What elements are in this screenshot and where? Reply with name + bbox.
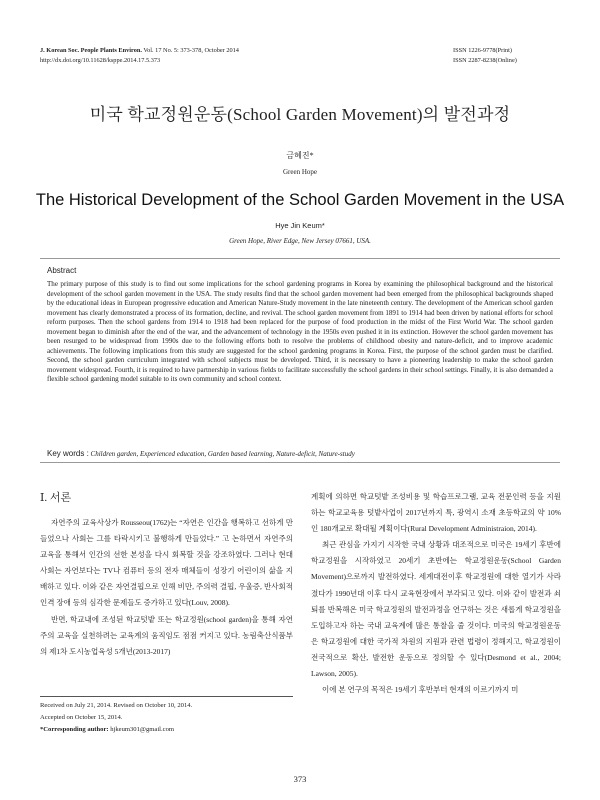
author-english: Hye Jin Keum* (275, 221, 325, 230)
title-english: The Historical Development of the School Garden Movement in the USA (35, 191, 565, 209)
abstract-label: Abstract (47, 266, 77, 275)
body-paragraph: 최근 관심을 가지기 시작한 국내 상황과 대조적으로 미국은 19세기 후반에 학교정원을 시작하였고 20세기 초반에는 학교정원운동(School Garden Movement)으로까지 발전하였다. 세계대전이후 학교정원에 대한 열기가 사라졌다가 1990년대 이후 다시 교육현장에서 부각되고 있다. 이와 같이 발전과 쇠퇴를 반복해온 미국 학교정원의 발전과정을 연구하는 것은 새롭게 학교정원을 도입하고자 하는 국내 교육계에 많은 통찰을 줄 것이다. 미국의 학교정원운동은 학교정원에 대한 국가적 차원의 지원과 관련 법령이 정해지고, 학교정원이 전국적으로 확산, 발전한 운동으로 정의할 수 있다(Desmond et al., 2004; Lawson, 2005). (311, 540, 561, 679)
body-paragraph: 반면, 학교내에 조성된 학교텃밭 또는 학교정원(school garden)을 통해 자연주의 교육을 실천하려는 교육계의 움직임도 점점 커지고 있다. 농림축산식품부의 제1차 도시농업육성 5개년(2013-2017) (40, 614, 293, 656)
doi-link[interactable]: http://dx.doi.org/10.11628/ksppe.2014.17.5.373 (40, 57, 161, 64)
keywords-list: Children garden, Experienced education, Garden based learning, Nature-deficit, Nature-study (90, 450, 355, 458)
body-paragraph: 이에 본 연구의 목적은 19세기 후반부터 현재의 이르기까지 미 (322, 685, 519, 695)
author-korean: 금혜진* (286, 151, 314, 160)
title-korean: 미국 학교정원운동(School Garden Movement)의 발전과정 (89, 105, 511, 124)
body-column-left (40, 515, 293, 691)
page-number: 373 (293, 774, 307, 784)
corresponding-author (40, 724, 293, 736)
received-date: Received on July 21, 2014. Revised on October 10, 2014. (40, 702, 193, 709)
corresponding-email[interactable]: hjkeum301@gmail.com (110, 726, 174, 733)
body-paragraph: 계획에 의하면 학교텃밭 조성비용 및 학습프로그램, 교육 전문인력 등을 지원하는 학교교육용 텃밭사업이 2017년까지 특, 광역시 소재 초등학교의 약 10%인 180개교로 확대될 계획이다(Rural Development Administraion, 2014). (311, 492, 561, 534)
body-column-right (311, 489, 561, 754)
section-heading-introduction: Ⅰ. 서론 (40, 492, 72, 504)
body-paragraph: 자연주의 교육사상가 Rousseou(1762)는 “자연은 인간을 행복하고 선하게 만들었으나 사회는 그를 타락시키고 불행하게 만들었다.” 고 논하면서 자연주의 교육을 통해서 인간의 선한 본성을 다시 회복할 것을 강조하였다. 그러나 현대 사회는 자연보다는 TV나 컴퓨터 등의 전자 매체들이 성장기 어린이의 삶을 지배하고 있다. 이와 같은 자연결핍으로 인해 비만, 주의력 결핍, 우울증, 반사회적 인격 장애 등의 심각한 문제들도 증가하고 있다(Louv, 2008). (40, 518, 293, 608)
issn-online: ISSN 2287-8238(Online) (453, 57, 517, 64)
footnote-divider (40, 696, 293, 697)
issn-print: ISSN 1226-9778(Print) (453, 47, 512, 54)
corresponding-label: *Corresponding author: (40, 726, 109, 733)
volume-info: Vol. 17 No. 5: 373-378, October 2014 (143, 47, 239, 54)
keywords-label: Key words : (47, 449, 89, 458)
affiliation-korean: Green Hope (282, 168, 317, 176)
keywords-line (47, 449, 553, 458)
abstract-box (40, 258, 560, 463)
affiliation-english: Green Hope, River Edge, New Jersey 07661, USA. (229, 237, 371, 245)
issn-block (453, 46, 517, 66)
accepted-date: Accepted on October 15, 2014. (40, 714, 123, 721)
abstract-text: The primary purpose of this study is to find out some implications for the school gardening programs in Korea by examining the philosophical background and the historical development of the school garden movement in the USA. The study results find that the school garden movement had been emerged from the philosophical backgrounds shaped by the educational ideas in European progressive education and American Nature-Study movement in the late nineteenth century. The development of the American school garden movement has clearly demonstrated a process of its formation, decline, and revival. The school garden movement from 1891 to 1914 had been driven by national efforts for school reform purposes. Then the school gardens from 1914 to 1918 had been replaced for the purpose of food production in the midst of the First World War. The school garden movement began to diminish after the end of the war, and the advancement of technology in the 1950s even pushed it in its extinction. However the school garden movement has been resurged to be widespread from 1990s due to the following efforts both to resolve the problems of childhood obesity and nature-deficit, and to improve academic achievements. The following implications from this study are suggested for the school gardening programs in Korea. First, the purpose of the school garden must be clarified. Second, the school garden curriculum integrated with school subjects must be developed. Third, it is necessary to have a pioneering leadership to make the school garden movement widespread. Fourth, it is required to have partnership in various fields to facilitate successfully the school gardens in their school settings. Finally, it is also demanded a flexible school gardening model suitable to its own community and school context. (47, 280, 553, 384)
footnote-block (40, 700, 293, 736)
journal-name: J. Korean Soc. People Plants Environ. (40, 47, 142, 54)
journal-header (40, 46, 239, 66)
